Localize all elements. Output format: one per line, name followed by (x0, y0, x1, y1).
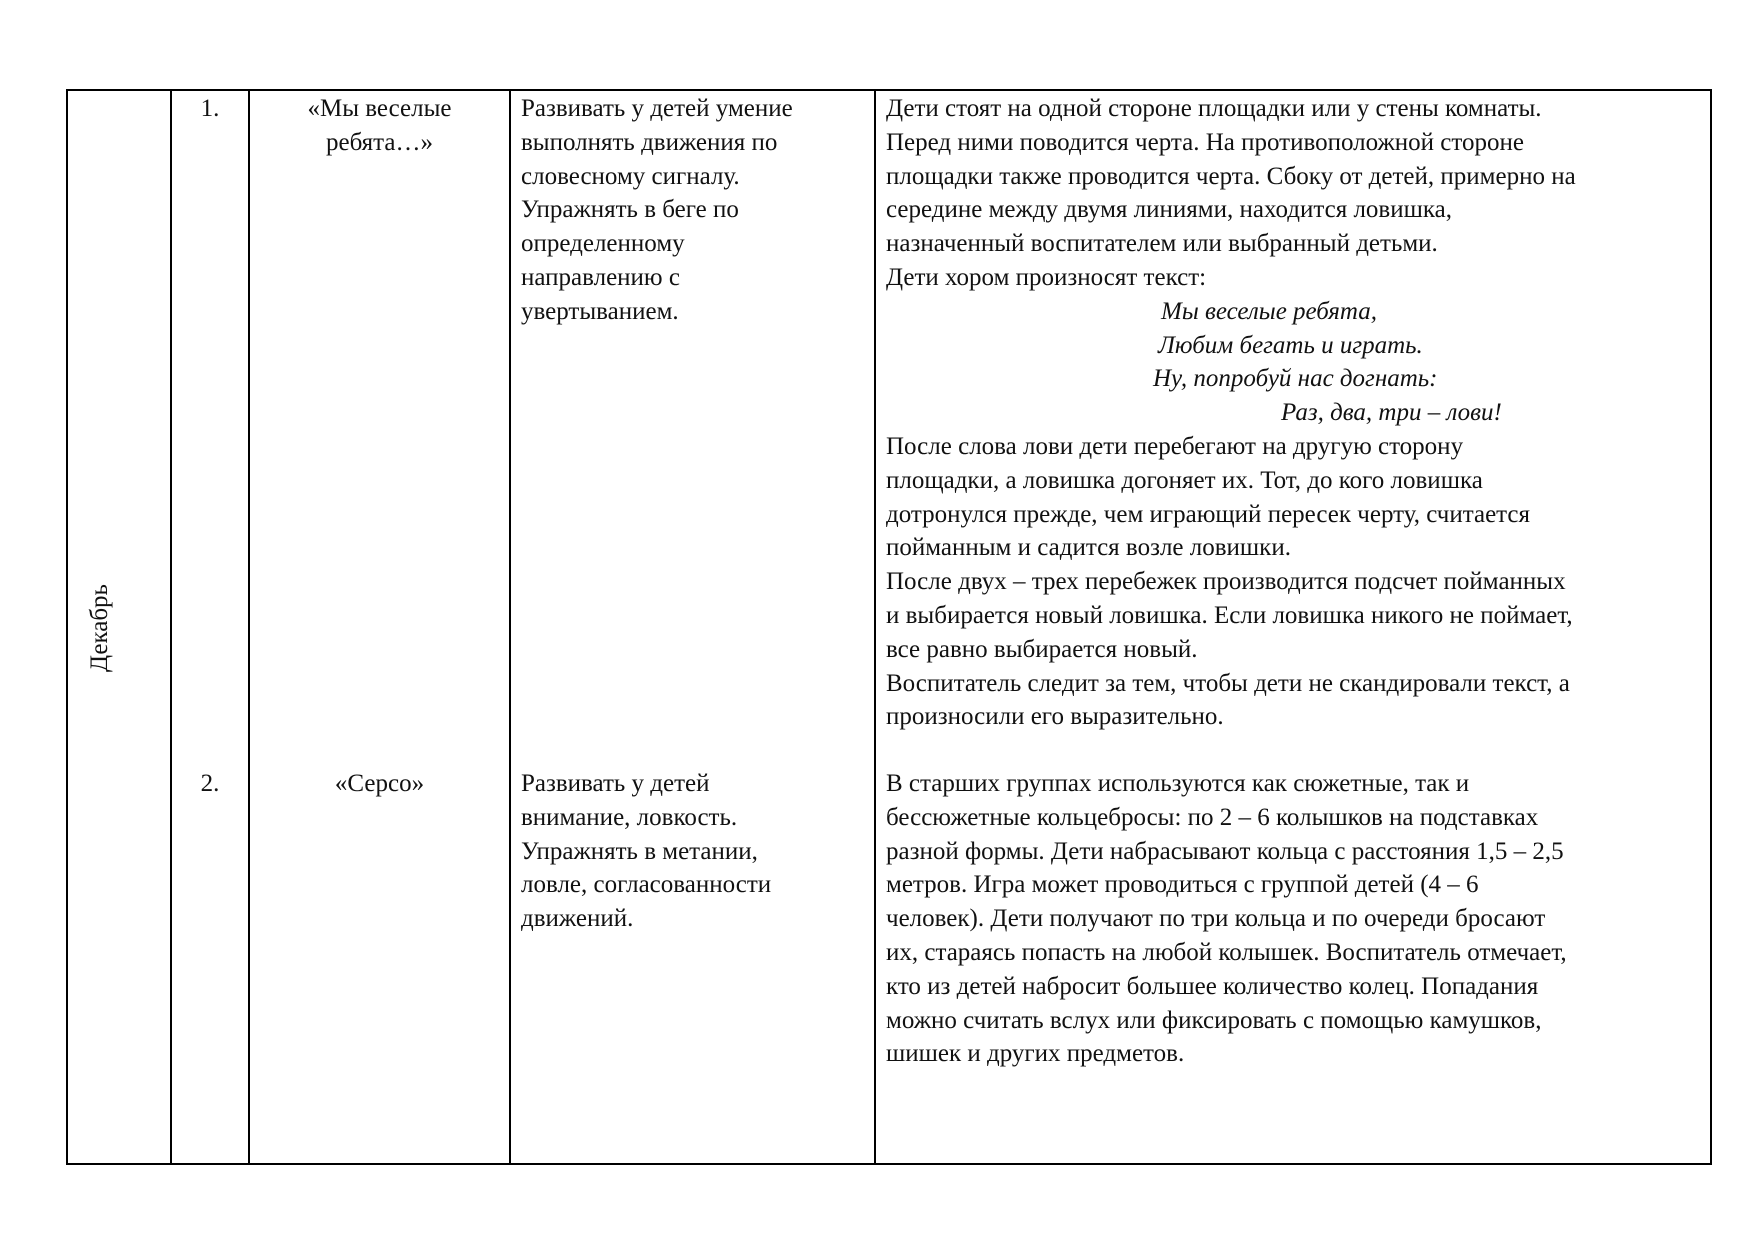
description-line: все равно выбирается новый. (886, 635, 1198, 663)
game-1-title (250, 92, 509, 160)
description-line: Дети стоят на одной стороне площадки или у стены комнаты. (886, 95, 1542, 122)
column-divider-1 (170, 89, 172, 1165)
description-line: После двух – трех перебежек производится подсчет пойманных (886, 568, 1566, 596)
goal-line: направлению с (521, 263, 680, 291)
game-2-title (250, 767, 509, 801)
table-right-border (1710, 89, 1712, 1165)
goal-line: ловле, согласованности (521, 871, 772, 899)
game-1-description (886, 92, 1576, 734)
table-top-border (66, 89, 1712, 91)
description-line: метров. Игра может проводиться с группой детей (4 – 6 (886, 871, 1479, 899)
description-line: площадки также проводится черта. Сбоку от детей, примерно на (886, 162, 1576, 190)
goal-line: определенному (521, 230, 685, 258)
goal-line: Развивать у детей умение (521, 95, 793, 122)
description-line: разной формы. Дети набрасывают кольца с расстояния 1,5 – 2,5 (886, 837, 1564, 865)
game-number-text: 1. (200, 95, 220, 122)
goal-line: Упражнять в беге по (521, 196, 739, 224)
game-1-goal (521, 92, 793, 329)
description-line: человек). Дети получают по три кольца и по очереди бросают (886, 905, 1546, 933)
description-line: и выбирается новый ловишка. Если ловишка никого не поймает, (886, 601, 1573, 629)
description-line: дотронулся прежде, чем играющий пересек черту, считается (886, 500, 1531, 528)
description-line: Воспитатель следит за тем, чтобы дети не скандировали текст, а (886, 669, 1570, 697)
description-line: пойманным и садится возле ловишки. (886, 534, 1291, 562)
description-line: В старших группах используются как сюжетные, так и (886, 770, 1470, 797)
table-left-border (66, 89, 68, 1165)
column-divider-3 (509, 89, 511, 1165)
goal-line: увертыванием. (521, 297, 679, 325)
game-2-description (886, 767, 1567, 1071)
poem-line: Ну, попробуй нас догнать: (1153, 365, 1438, 393)
description-line: назначенный воспитателем или выбранный детьми. (886, 230, 1438, 258)
month-label: Декабрь (86, 584, 113, 672)
description-line: площадки, а ловишка догоняет их. Тот, до кого ловишка (886, 466, 1483, 494)
title-line: «Мы веселые (307, 95, 452, 122)
goal-line: Развивать у детей (521, 770, 710, 797)
description-line: кто из детей набросит большее количество колец. Попадания (886, 972, 1539, 1000)
description-line: шишек и других предметов. (886, 1040, 1185, 1068)
column-divider-4 (874, 89, 876, 1165)
game-2-number (172, 767, 248, 801)
description-line: После слова лови дети перебегают на другую сторону (886, 432, 1464, 460)
goal-line: движений. (521, 905, 634, 933)
game-2-goal (521, 767, 771, 936)
description-line: Дети хором произносят текст: (886, 263, 1207, 291)
goal-line: Упражнять в метании, (521, 837, 758, 865)
poem-line: Мы веселые ребята, (1161, 297, 1377, 325)
description-line: Перед ними поводится черта. На противоположной стороне (886, 128, 1524, 156)
description-line: произносили его выразительно. (886, 703, 1224, 731)
goal-line: словесному сигналу. (521, 162, 740, 190)
title-line: «Серсо» (334, 770, 425, 797)
description-line: середине между двумя линиями, находится ловишка, (886, 196, 1452, 224)
goal-line: внимание, ловкость. (521, 803, 738, 831)
table-bottom-border (66, 1163, 1712, 1165)
description-line: бессюжетные кольцебросы: по 2 – 6 колышков на подставках (886, 803, 1539, 831)
game-1-number (172, 92, 248, 126)
title-line: ребята…» (325, 128, 434, 156)
poem-line: Любим бегать и играть. (1158, 331, 1423, 359)
goal-line: выполнять движения по (521, 128, 778, 156)
description-line: их, стараясь попасть на любой колышек. Воспитатель отмечает, (886, 938, 1567, 966)
game-number-text: 2. (200, 770, 220, 797)
column-divider-2 (248, 89, 250, 1165)
description-line: можно считать вслух или фиксировать с помощью камушков, (886, 1006, 1542, 1034)
poem-line: Раз, два, три – лови! (1281, 399, 1502, 427)
